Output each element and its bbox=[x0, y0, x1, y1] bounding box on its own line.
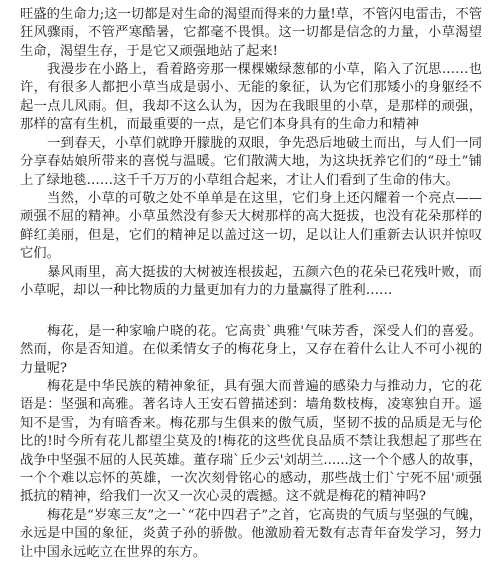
paragraph-grass-spring: 一到春天，小草们就睁开朦胧的双眼，争先恐后地破土而出，与人们一同分享春姑娘所带来的喜悦与温暖。它们散满大地，为这块抚养它们的“母土”铺上了绿地毯……这千千万万的小草组合起来，才让人们看到了生命的伟大。 bbox=[20, 136, 482, 188]
paragraph-grass-reflection: 我漫步在小路上，看着路旁那一棵棵嫩绿葱郁的小草，陷入了沉思……也许，有很多人都把小草当成是弱小、无能的象征，认为它们那矮小的身躯经不起一点儿风雨。但，我却不这么认为，因为在我眼里的小草，是那样的顽强，那样的富有生机，而最重要的一点，是它们本身具有的生命力和精神 bbox=[20, 62, 482, 133]
paragraph-grass-vitality: 旺盛的生命力;这一切都是对生命的渴望而得来的力量!草，不管闪电雷击，不管狂风骤雨，不管严寒酷暑，它都毫不畏惧。这一切都是信念的力量，小草渴望生命，渴望生存，于是它又顽强地站了起来! bbox=[20, 7, 482, 59]
paragraph-grass-storm: 暴风雨里，高大挺拔的大树被连根拔起，五颜六色的花朵已花残叶败，而小草呢，却以一种比物质的力量更加有力的力量赢得了胜利…… bbox=[20, 265, 482, 299]
paragraph-grass-spirit: 当然，小草的可敬之处不单单是在这里，它们身上还闪耀着一个亮点——顽强不屈的精神。小草虽然没有参天大树那样的高大挺拔，也没有花朵那样的鲜红美丽，但是，它们的精神足以盖过这一切，足以让人们重新去认识并惊叹它们。 bbox=[20, 191, 482, 262]
paragraph-plum-intro: 梅花，是一种家喻户晓的花。它高贵`典雅'气味芳香，深受人们的喜爱。然而，你是否知道。在似柔情女子的梅花身上，又存在着什么让人不可小视的力量呢? bbox=[20, 324, 482, 376]
paragraph-plum-spirit: 梅花是中华民族的精神象征，具有强大而普遍的感染力与推动力，它的花语是：坚强和高雅。著名诗人王安石曾描述到：墙角数枝梅，凌寒独自开。遥知不是雪，为有暗香来。梅花那与生俱来的傲气质，坚韧不拔的品质是无与伦比的!时今所有花儿都望尘莫及的!梅花的这些优良品质不禁让我想起了那些在战争中坚强不屈的人民英雄。董存瑞`丘少云'刘胡兰......这一个个感人的故事，一个个难以忘怀的英雄，一次次刻骨铭心的感动，那些战士们`宁死不屈'顽强抵抗的精神，给我们一次又一次心灵的震撼。这不就是梅花的精神吗? bbox=[20, 379, 482, 505]
paragraph-plum-symbol: 梅花是“岁寒三友”之一`“花中四君子”之首，它高贵的气质与坚强的气魄，永远是中国的象征，炎黄子孙的骄傲。他激励着无数有志青年奋发学习，努力让中国永远屹立在世界的东方。 bbox=[20, 508, 482, 560]
